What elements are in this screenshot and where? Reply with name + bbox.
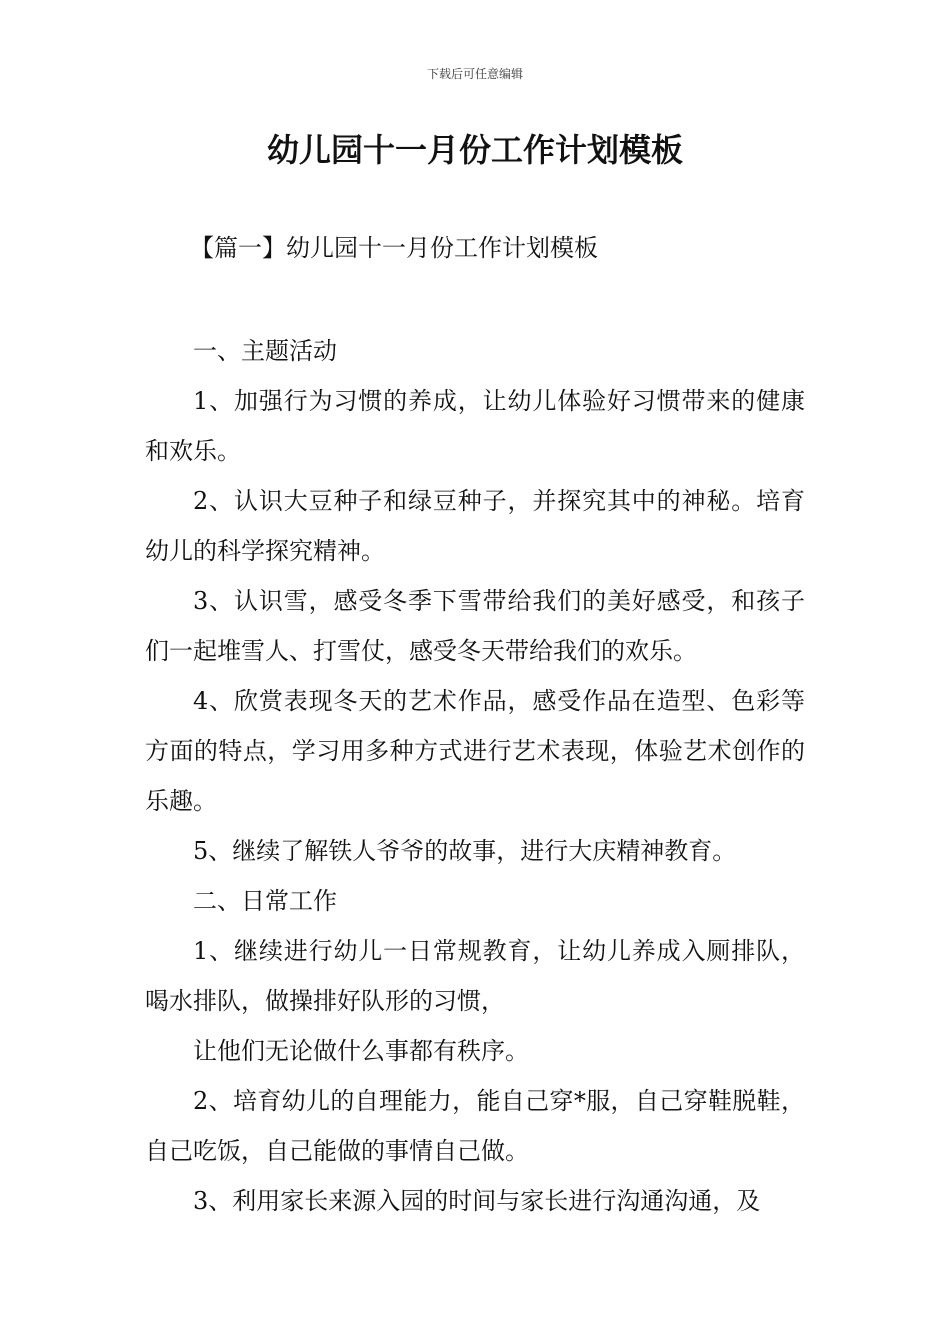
paragraph-item: 1、加强行为习惯的养成，让幼儿体验好习惯带来的健康和欢乐。 — [145, 387, 805, 465]
document-body — [145, 326, 805, 1226]
paragraph-item: 3、认识雪，感受冬季下雪带给我们的美好感受，和孩子们一起堆雪人、打雪仗，感受冬天带给我们的欢乐。 — [145, 587, 805, 665]
heading-theme-activities: 一、主题活动 — [193, 337, 337, 365]
page-header-note: 下载后可任意编辑 — [426, 67, 523, 81]
paragraph-item: 5、继续了解铁人爷爷的故事，进行大庆精神教育。 — [193, 837, 737, 865]
document-title: 幼儿园十一月份工作计划模板 — [266, 131, 683, 169]
paragraph-item: 让他们无论做什么事都有秩序。 — [193, 1037, 529, 1065]
paragraph-item: 3、利用家长来源入园的时间与家长进行沟通沟通，及 — [193, 1187, 761, 1215]
paragraph-item: 2、认识大豆种子和绿豆种子，并探究其中的神秘。培育幼儿的科学探究精神。 — [145, 487, 805, 565]
section-title: 【篇一】幼儿园十一月份工作计划模板 — [190, 234, 598, 262]
paragraph-item: 4、欣赏表现冬天的艺术作品，感受作品在造型、色彩等方面的特点，学习用多种方式进行艺术表现，体验艺术创作的乐趣。 — [145, 687, 805, 815]
paragraph-item: 2、培育幼儿的自理能力，能自己穿*服，自己穿鞋脱鞋，自己吃饭，自己能做的事情自己做。 — [145, 1087, 805, 1165]
paragraph-item: 1、继续进行幼儿一日常规教育，让幼儿养成入厕排队，喝水排队，做操排好队形的习惯， — [145, 937, 805, 1015]
heading-daily-work: 二、日常工作 — [193, 887, 337, 915]
